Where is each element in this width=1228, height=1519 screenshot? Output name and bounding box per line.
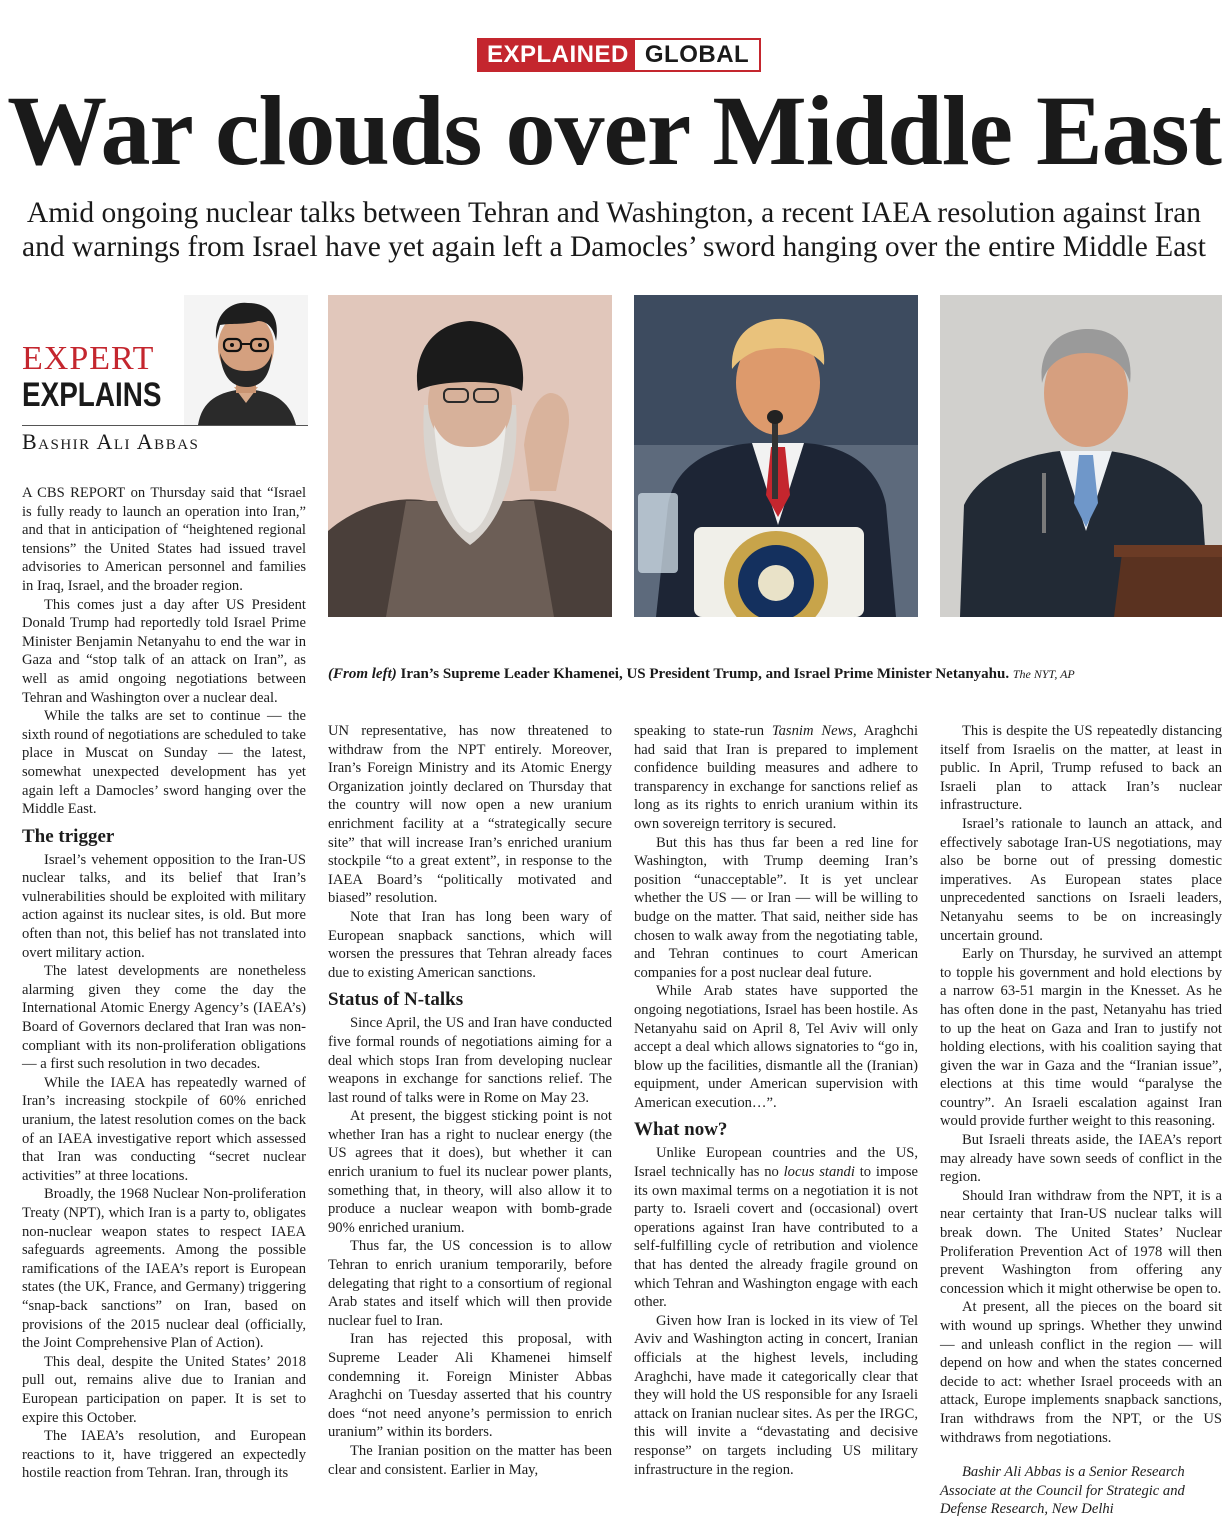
paragraph: Iran has rejected this proposal, with Supreme Leader Ali Khamenei himself condemning it. Foreign Minister Abbas Araghchi on Tuesday asserted that his country does “not need anyone’s permission to enrich uranium” within its borders. bbox=[328, 1331, 612, 1441]
standfirst: Amid ongoing nuclear talks between Tehran and Washington, a recent IAEA resolution against Iran and warnings from Israel have yet again left a Damocles’ sword hanging over the entire Middle East bbox=[22, 197, 1206, 263]
explains-label: EXPLAINS bbox=[22, 376, 162, 414]
caption-lead: (From left) bbox=[328, 666, 397, 682]
subhead-what-now: What now? bbox=[634, 1119, 728, 1141]
section-rubric bbox=[477, 38, 761, 72]
paragraph: The latest developments are nonetheless alarming given they come the day the International Atomic Energy Agency’s (IAEA’s) Board of Governors declared that Iran was non-compliant with its non-proliferation obligations — a first such resolution in two decades. bbox=[22, 963, 306, 1073]
expert-divider bbox=[22, 425, 308, 426]
paragraph: Given how Iran is locked in its view of Tel Aviv and Washington acting in concert, Iranian officials at the highest levels, including Araghchi, have made it categorically clear that they will hold the US responsible for any Israeli attack on Iranian nuclear sites. As per the IRGC, this will invite a “devastating and decisive response” on targets including US military infrastructure in the region. bbox=[634, 1312, 918, 1478]
photo-credit: The NYT, AP bbox=[1012, 667, 1075, 681]
subhead-trigger: The trigger bbox=[22, 825, 115, 847]
headline: War clouds over Middle East bbox=[7, 75, 1221, 186]
author-portrait bbox=[184, 295, 308, 425]
paragraph: This is despite the US repeatedly distancing itself from Israelis on the matter, at least in public. In April, Trump refused to back an Israeli plan to attack Iran’s nuclear infrastructure. bbox=[940, 723, 1222, 814]
paragraph: At present, the biggest sticking point is not whether Iran has a right to nuclear energy (the US agrees that it does), but whether it can enrich uranium to fuel its nuclear power plants, something that, in theory, will also allow it to produce a nuclear weapon with bomb-grade 90% enriched uranium. bbox=[328, 1108, 612, 1236]
paragraph: At present, all the pieces on the board sit with wound up springs. Whether they unwind — and unleash conflict in the region — will depend on how and when the states concerned decide to act: whether Israel proceeds with an attack, Europe implements snapback sanctions, Iran withdraws from the NPT, or the US withdraws from negotiations. bbox=[940, 1299, 1222, 1446]
paragraph: While the IAEA has repeatedly warned of Iran’s increasing stockpile of 60% enriched uranium, the latest resolution comes on the back of an IAEA investigative report which assessed that Iran was conducting “secret nuclear activities” at three locations. bbox=[22, 1074, 306, 1184]
paragraph: The IAEA’s resolution, and European reactions to it, have triggered an expectedly hostile reaction from Tehran. Iran, through its bbox=[22, 1428, 306, 1482]
paragraph: This comes just a day after US President Donald Trump had reportedly told Israel Prime Minister Benjamin Netanyahu to end the war in Gaza and “stop talk of an attack on Iran”, as well as amid ongoing negotiations between Tehran and Washington over a nuclear deal. bbox=[22, 596, 306, 706]
caption-text: Iran’s Supreme Leader Khamenei, US President Trump, and Israel Prime Minister Netanyahu. bbox=[396, 666, 1010, 682]
lead-in: A CBS REPORT bbox=[22, 485, 126, 501]
paragraph: Thus far, the US concession is to allow Tehran to enrich uranium temporarily, before delegating that right to a consortium of regional Arab states and itself which will then provide nuclear fuel to Iran. bbox=[328, 1238, 612, 1329]
subhead-status: Status of N-talks bbox=[328, 989, 464, 1011]
paragraph: A CBS REPORT on Thursday said that “Israel is fully ready to launch an operation into Iran,” and that in anticipation of “heightened regional tensions” the United States had issued travel advisories to American personnel and families in Iraq, Israel, and the broader region. bbox=[22, 485, 306, 594]
paragraph: This deal, despite the United States’ 2018 pull out, remains alive due to Iranian and European participation on paper. It is set to expire this October. bbox=[22, 1353, 306, 1426]
photo-khamenei bbox=[328, 295, 612, 617]
paragraph: Note that Iran has long been wary of European snapback sanctions, which will worsen the pressures that Tehran already faces due to existing American sanctions. bbox=[328, 908, 612, 981]
paragraph: Unlike European countries and the US, Israel technically has no locus standi to impose its own maximal terms on a negotiation it is not party to. Israeli covert and (occasional) overt operations against Iran have contributed to a self-fulfilling cycle of retribution and violence that has dented the already fragile ground on which Tehran and Washington engage with each other. bbox=[634, 1145, 918, 1311]
paragraph: The Iranian position on the matter has been clear and consistent. Earlier in May, bbox=[328, 1442, 612, 1478]
article-column-1 bbox=[22, 484, 306, 1483]
photo-netanyahu bbox=[940, 295, 1222, 617]
paragraph: Since April, the US and Iran have conducted five formal rounds of negotiations aiming for a deal which stops Iran from developing nuclear weapons in exchange for sanctions relief. The last round of talks were in Rome on May 23. bbox=[328, 1015, 612, 1106]
rubric-global: GLOBAL bbox=[635, 40, 759, 70]
article-column-2 bbox=[328, 722, 612, 1479]
paragraph: But Israeli threats aside, the IAEA’s report may already have sown seeds of conflict in the region. bbox=[940, 1132, 1222, 1186]
author-bio: Bashir Ali Abbas is a Senior Research Associate at the Council for Strategic and Defense Research, New Delhi bbox=[940, 1464, 1185, 1518]
paragraph: Israel’s vehement opposition to the Iran-US nuclear talks, and its belief that Iran’s vulnerabilities should be exploited with military action against its nuclear sites, is old. But more often than not, this belief has not translated into overt military action. bbox=[22, 851, 306, 961]
photo-caption bbox=[328, 666, 1208, 683]
paragraph: Broadly, the 1968 Nuclear Non-proliferation Treaty (NPT), which Iran is a party to, obligates non-nuclear weapon states to respect IAEA safeguards agreements. Among the possible ramifications of the IAEA’s report is European states (the UK, France, and Germany) triggering “snap-back sanctions” on Iran, based on provisions of the 2015 nuclear deal (officially, the Joint Comprehensive Plan of Action). bbox=[22, 1186, 306, 1352]
paragraph: speaking to state-run Tasnim News, Araghchi had said that Iran is prepared to implement confidence building measures and adhere to transparency in exchange for sanctions relief as long as its rights to enrich uranium within its own sovereign territory is secured. bbox=[634, 723, 918, 832]
expert-explains-box bbox=[22, 295, 308, 461]
article-column-3 bbox=[634, 722, 918, 1479]
photo-trump bbox=[634, 295, 918, 617]
paragraph: While the talks are set to continue — the sixth round of negotiations are scheduled to take place in Muscat on Sunday — the latest, somewhat unexpected development has yet again left a Damocles’ sword hanging over the Middle East. bbox=[22, 708, 306, 818]
paragraph: But this has thus far been a red line for Washington, with Trump deeming Iran’s position “unacceptable”. It is yet unclear whether the US — or Iran — will be willing to budge on the matter. That said, neither side has chosen to walk away from the negotiating table, and Tehran continues to court American companies for a post nuclear deal future. bbox=[634, 834, 918, 981]
author-byline: Bashir Ali Abbas bbox=[22, 429, 200, 454]
paragraph: While Arab states have supported the ongoing negotiations, Israel has been hostile. As Netanyahu said on April 8, Tel Aviv will only accept a deal which allows signatories to “go in, blow up the facilities, dismantle all the (Iranian) equipment, under American supervision with American execution…”. bbox=[634, 983, 918, 1111]
paragraph: Early on Thursday, he survived an attempt to topple his government and hold elections by a narrow 63-51 margin in the Knesset. As he has often done in the past, Netanyahu has tried to up the heat on Gaza and Iran to justify not holding elections, with his coalition saying that given the war in Gaza and the “Iranian issue”, elections at this time would “paralyse the country”. An Israeli escalation against Iran would provide further weight to this reasoning. bbox=[940, 946, 1222, 1130]
rubric-explained: EXPLAINED bbox=[479, 40, 635, 70]
expert-label: EXPERT bbox=[22, 340, 155, 377]
paragraph: UN representative, has now threatened to withdraw from the NPT entirely. Moreover, Iran’s Foreign Ministry and its Atomic Energy Organization jointly declared on Thursday that the country will now open a new uranium enrichment facility at a “strategically secure site” that will increase Iran’s enriched uranium stockpile “to a great extent”, in response to the IAEA Board’s “politically motivated and biased” resolution. bbox=[328, 723, 612, 907]
paragraph: Should Iran withdraw from the NPT, it is a near certainty that Iran-US nuclear talks will break down. The United States’ Nuclear Proliferation Prevention Act of 1978 will then prevent Washington from offering any concession which it might otherwise be open to. bbox=[940, 1187, 1222, 1297]
article-column-4 bbox=[940, 722, 1222, 1519]
paragraph: Israel’s rationale to launch an attack, and effectively sabotage Iran-US negotiations, may also be borne out of pressing domestic imperatives. As European states place unprecedented sanctions on Israeli leaders, Netanyahu seems to be on increasingly uncertain ground. bbox=[940, 815, 1222, 944]
